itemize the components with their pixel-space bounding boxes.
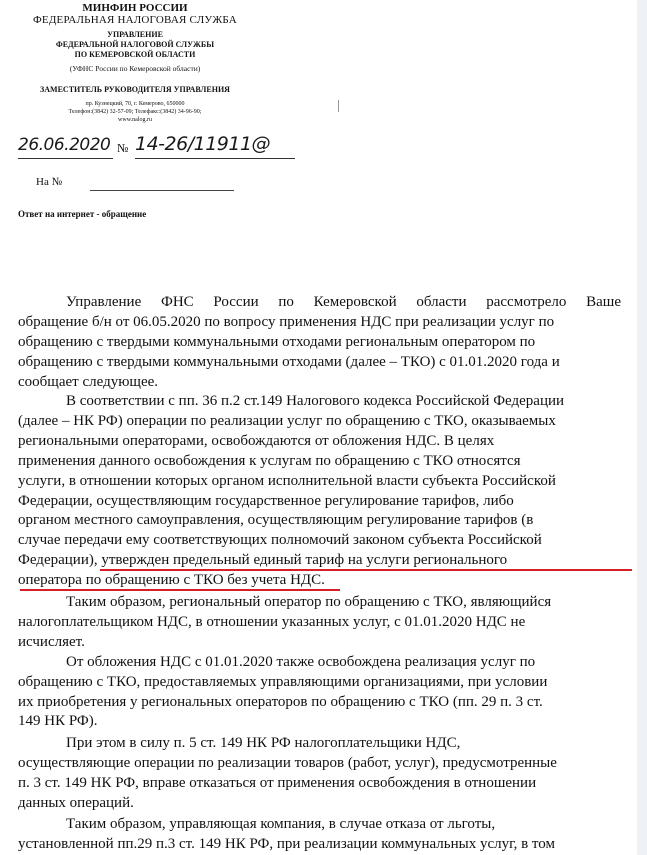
body-line: оператора по обращению с ТКО без учета НДС. <box>18 572 325 588</box>
body-line: От обложения НДС с 01.01.2020 также освобождена реализация услуг по <box>66 654 536 670</box>
position-title: ЗАМЕСТИТЕЛЬ РУКОВОДИТЕЛЯ УПРАВЛЕНИЯ <box>40 85 230 94</box>
body-line: Управление ФНС России по Кемеровской области рассмотрело Ваше <box>66 294 621 310</box>
body-line: осуществляющие операции по реализации товаров (работ, услуг), предусмотренные <box>18 755 557 771</box>
body-line: 149 НК РФ). <box>18 713 98 729</box>
body-line: сообщает следующее. <box>18 374 159 390</box>
body-line: обращению с ТКО, предоставляемых управляющими организациями, при условии <box>18 674 548 690</box>
body-line: исчисляет. <box>18 634 85 650</box>
subject: Ответ на интернет - обращение <box>18 209 147 219</box>
reply-to-line <box>90 190 234 191</box>
body-line: применения данного освобождения к услугам по обращению с ТКО относятся <box>18 453 521 469</box>
body-line: (далее – НК РФ) операции по реализации услуг по обращению с ТКО, оказываемых <box>18 413 556 429</box>
body-line: случае передачи ему соответствующих полномочий законом субъекта Российской <box>18 532 542 548</box>
address: пр. Кузнецкий, 70, г. Кемерово, 650000 <box>85 101 185 107</box>
department-line-3: ПО КЕМЕРОВСКОЙ ОБЛАСТИ <box>74 50 196 59</box>
highlight-underline-1 <box>100 569 632 571</box>
date-underline <box>18 158 113 159</box>
body-line: При этом в силу п. 5 ст. 149 НК РФ налогоплательщики НДС, <box>66 735 461 751</box>
page-edge <box>637 0 647 855</box>
scan-mark <box>338 100 339 112</box>
body-line: Федерации, осуществляющим государственное регулирование тарифов, либо <box>18 493 514 509</box>
body-line: В соответствии с пп. 36 п.2 ст.149 Налогового кодекса Российской Федерации <box>66 393 565 409</box>
highlight-underline-2 <box>20 589 340 591</box>
registration-date: 26.06.2020 <box>18 135 111 155</box>
body-line: Федерации), утвержден предельный единый тариф на услуги регионального <box>18 552 508 568</box>
department-short-name: (УФНС России по Кемеровской области) <box>69 64 201 73</box>
body-line: обращение б/н от 06.05.2020 по вопросу применения НДС при реализации услуг по <box>18 314 555 330</box>
body-line: обращению с твердыми коммунальными отходами (далее – ТКО) с 01.01.2020 года и <box>18 354 560 370</box>
body-line: региональными операторами, освобождаются от обложения НДС. В целях <box>18 433 495 449</box>
website: www.nalog.ru <box>118 117 152 123</box>
reply-to-label: На № <box>36 176 63 188</box>
body-line: налогоплательщиком НДС, в отношении указанных услуг, с 01.01.2020 НДС не <box>18 614 526 630</box>
body-line: органом местного самоуправления, осуществляющим регулирование тарифов (в <box>18 512 534 528</box>
number-underline <box>135 158 295 159</box>
body-line: установленной пп.29 п.3 ст. 149 НК РФ, при реализации коммунальных услуг, в том <box>18 836 555 852</box>
ministry-name: МИНФИН РОССИИ <box>82 2 188 14</box>
department-line-2: ФЕДЕРАЛЬНОЙ НАЛОГОВОЙ СЛУЖБЫ <box>55 40 215 49</box>
body-line: п. 3 ст. 149 НК РФ, вправе отказаться от применения освобождения в отношении <box>18 775 537 791</box>
body-line: Таким образом, региональный оператор по обращению с ТКО, являющийся <box>66 594 552 610</box>
number-sign: № <box>117 141 129 155</box>
department-line-1: УПРАВЛЕНИЕ <box>107 30 163 39</box>
body-line: обращению с твердыми коммунальными отходами региональным оператором по <box>18 334 536 350</box>
phones: Телефон:(3842) 32-57-09; Телефакс:(3842) 34-96-90; <box>68 109 202 115</box>
service-name: ФЕДЕРАЛЬНАЯ НАЛОГОВАЯ СЛУЖБА <box>33 14 237 26</box>
body-line: данных операций. <box>18 795 134 811</box>
body-line: их приобретения у региональных операторов по обращению с ТКО (пп. 29 п. 3 ст. <box>18 694 543 710</box>
body-line: услуги, в отношении которых органом исполнительной власти субъекта Российской <box>18 473 556 489</box>
body-line: Таким образом, управляющая компания, в случае отказа от льготы, <box>66 816 496 832</box>
registration-number: 14-26/11911@ <box>135 133 271 155</box>
